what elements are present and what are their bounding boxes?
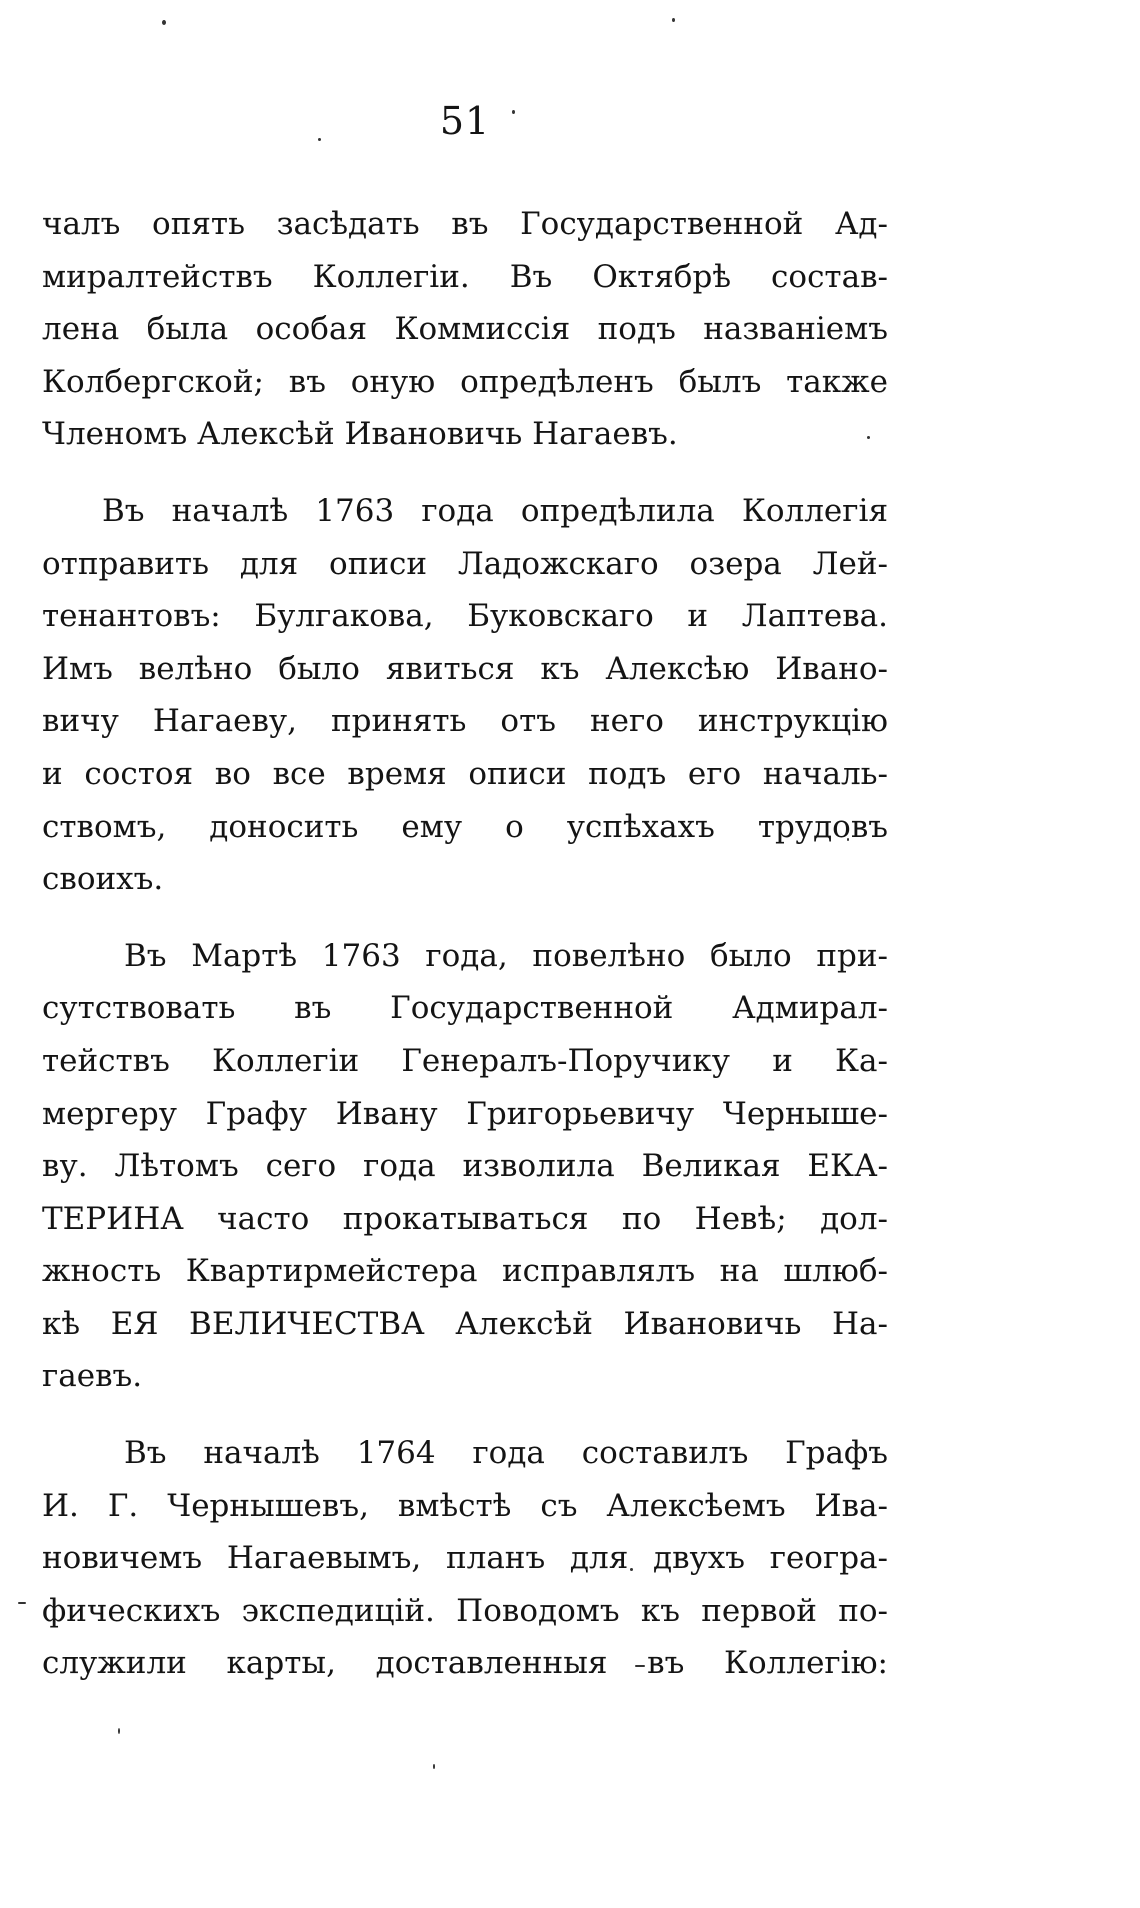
text-line: Колбергской; въ оную опредѣленъ былъ также <box>42 363 888 400</box>
body-text <box>42 198 888 1714</box>
scan-speck <box>162 20 166 25</box>
text-line: гаевъ. <box>42 1358 143 1395</box>
text-line: сутствовать въ Государственной Адмирал- <box>42 990 888 1027</box>
text-line: мергеру Графу Ивану Григорьевичу Черныше- <box>42 1095 888 1132</box>
text-line: Въ Мартѣ 1763 года, повелѣно было при- <box>124 937 888 974</box>
text-line: тенантовъ: Булгакова, Буковскаго и Лаптева. <box>42 598 888 635</box>
text-line: и состоя во все время описи подъ его началь- <box>42 755 888 792</box>
scan-speck <box>433 1764 435 1769</box>
text-line: Въ началѣ 1764 года составилъ Графъ <box>124 1435 888 1472</box>
text-line: Имъ велѣно было явиться къ Алексѣю Ивано- <box>42 650 888 687</box>
paragraph <box>42 930 888 1403</box>
paragraph <box>42 485 888 906</box>
text-line: жность Квартирмейстера исправлялъ на шлюб- <box>42 1253 888 1290</box>
text-line: отправить для описи Ладожскаго озера Лей- <box>42 545 888 582</box>
scan-speck <box>672 18 675 22</box>
text-line: новичемъ Нагаевымъ, планъ для двухъ геогра- <box>42 1540 888 1577</box>
scan-speck <box>118 1728 120 1734</box>
text-line: миралтействъ Коллегіи. Въ Октябрѣ состав- <box>42 258 888 295</box>
text-line: И. Г. Чернышевъ, вмѣстѣ съ Алексѣемъ Ива- <box>42 1487 888 1524</box>
text-line: лена была особая Коммиссія подъ названіемъ <box>42 311 888 348</box>
text-line: ТЕРИНА часто прокатываться по Невѣ; дол- <box>42 1200 888 1237</box>
text-line: чалъ опять засѣдать въ Государственной Ад- <box>42 206 888 242</box>
paragraph <box>42 198 888 461</box>
page-number: 51 <box>439 99 491 143</box>
text-line: своихъ. <box>42 861 164 898</box>
text-line: кѣ ЕЯ ВЕЛИЧЕСТВА Алексѣй Ивановичь На- <box>42 1305 888 1342</box>
text-line: вичу Нагаеву, принять отъ него инструкцію <box>42 703 888 740</box>
paragraph <box>42 1427 888 1690</box>
text-line: ву. Лѣтомъ сего года изволила Великая ЕКА- <box>42 1148 888 1185</box>
text-line: служили карты, доставленныя въ Коллегію: <box>42 1645 888 1682</box>
scan-speck <box>18 1602 26 1604</box>
text-line: Членомъ Алексѣй Ивановичь Нагаевъ. <box>42 416 678 453</box>
text-line: ствомъ, доносить ему о успѣхахъ трудовъ <box>42 808 888 845</box>
text-line: фическихъ экспедицій. Поводомъ къ первой по- <box>42 1592 888 1629</box>
text-line: Въ началѣ 1763 года опредѣлила Коллегія <box>102 492 888 529</box>
text-line: тействъ Коллегіи Генералъ-Поручику и Ка- <box>42 1042 888 1079</box>
